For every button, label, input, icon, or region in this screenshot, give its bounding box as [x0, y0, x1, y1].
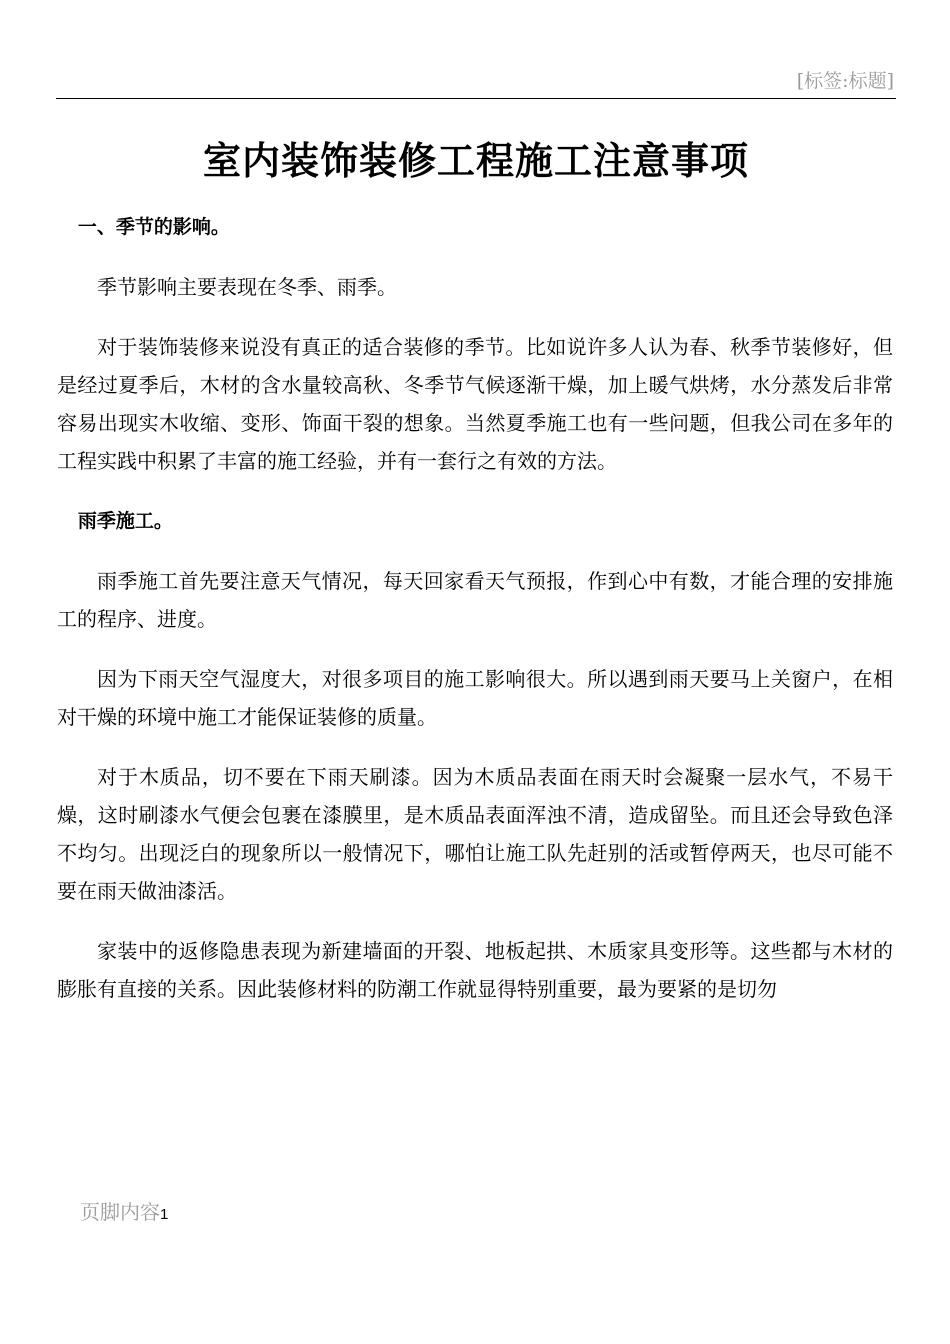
document-body [57, 208, 893, 1030]
page-number: 1 [160, 1206, 169, 1223]
paragraph: 对于装饰装修来说没有真正的适合装修的季节。比如说许多人认为春、秋季节装修好，但是经过夏季后，木材的含水量较高秋、冬季节气候逐渐干燥，加上暖气烘烤，水分蒸发后非常容易出现实木收缩、变形、饰面干裂的想象。当然夏季施工也有一些问题，但我公司在多年的工程实践中积累了丰富的施工经验，并有一套行之有效的方法。 [57, 335, 893, 473]
paragraph: 季节影响主要表现在冬季、雨季。 [97, 275, 397, 299]
footer-text: 页脚内容 [80, 1200, 160, 1224]
paragraph: 对于木质品，切不要在下雨天刷漆。因为木质品表面在雨天时会凝聚一层水气，不易干燥，这时刷漆水气便会包裹在漆膜里，是木质品表面浑浊不清，造成留坠。而且还会导致色泽不均匀。出现泛白的现象所以一般情况下，哪怕让施工队先赶别的活或暂停两天，也尽可能不要在雨天做油漆活。 [57, 765, 893, 903]
section-heading: 一、季节的影响。 [77, 216, 230, 238]
paragraph: 家装中的返修隐患表现为新建墙面的开裂、地板起拱、木质家具变形等。这些都与木材的膨胀有直接的关系。因此装修材料的防潮工作就显得特别重要，最为要紧的是切勿 [57, 939, 893, 1001]
paragraph: 因为下雨天空气湿度大，对很多项目的施工影响很大。所以遇到雨天要马上关窗户，在相对干燥的环境中施工才能保证装修的质量。 [57, 667, 893, 729]
document-title: 室内装饰装修工程施工注意事项 [202, 138, 749, 184]
page-footer [80, 1196, 168, 1225]
paragraph: 雨季施工首先要注意天气情况，每天回家看天气预报，作到心中有数，才能合理的安排施工的程序、进度。 [57, 569, 893, 631]
header-tag: [标签:标题] [796, 70, 894, 92]
header-rule [56, 98, 896, 99]
section-heading: 雨季施工。 [77, 510, 173, 532]
